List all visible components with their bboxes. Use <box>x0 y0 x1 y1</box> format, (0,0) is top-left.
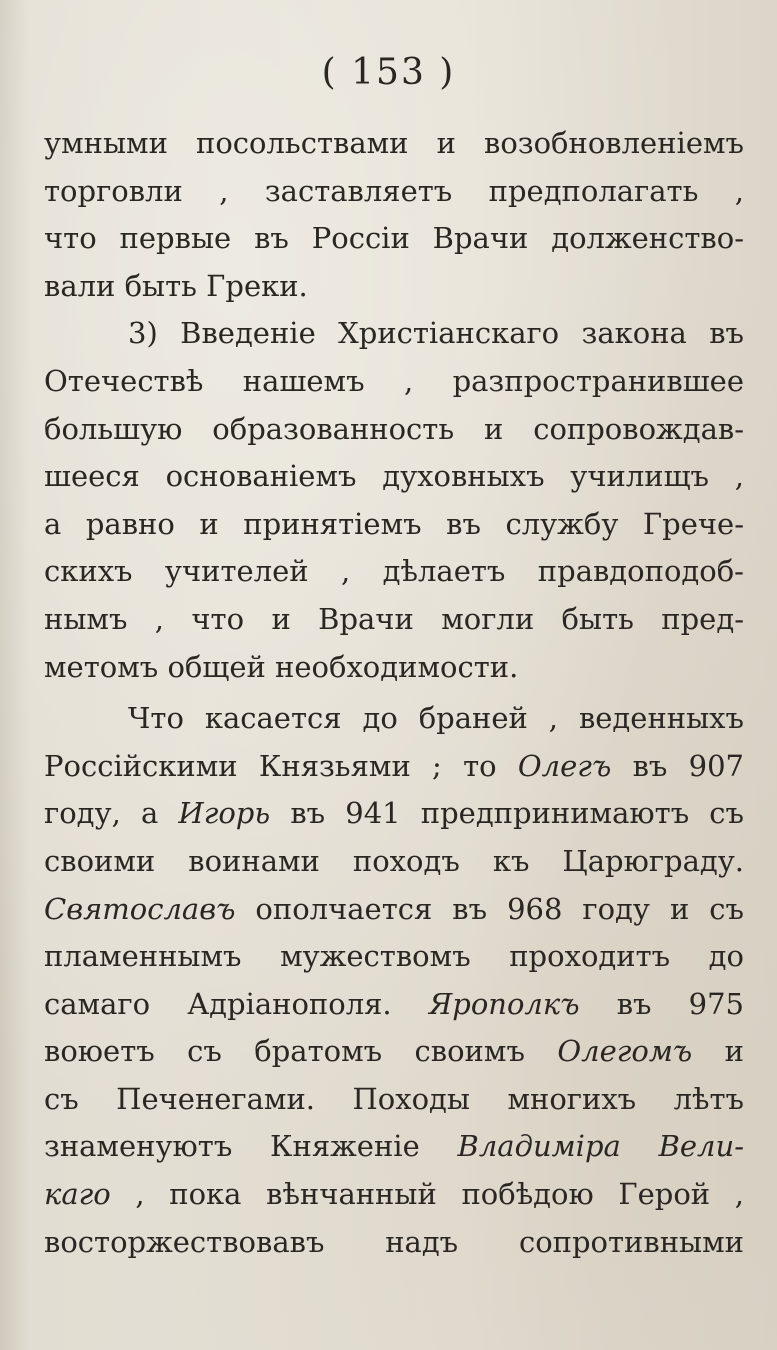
text-line: нымъ , что и Врачи могли быть пред- <box>44 601 744 636</box>
text-line: умными посольствами и возобновленіемъ <box>44 126 744 160</box>
text-line: метомъ общей необходимости. <box>44 649 519 684</box>
text-line: вали быть Греки. <box>44 268 308 303</box>
body-text <box>44 120 744 1266</box>
text-line: своими воинами походъ къ Царюграду. <box>44 843 744 878</box>
text-line: знаменуютъ Княженіе Владиміра Вели- <box>44 1129 744 1164</box>
text-line: пламеннымъ мужествомъ проходитъ до <box>44 939 744 974</box>
text-line: большую образованность и сопровождав- <box>44 411 744 446</box>
text-line: Отечествѣ нашемъ , разпространившее <box>44 363 744 398</box>
text-line: самаго Адріанополя. Ярополкъ въ 975 <box>44 986 744 1021</box>
text-line: торговли , заставляетъ предполагать , <box>44 173 744 208</box>
text-line: шееся основаніемъ духовныхъ училищъ , <box>44 459 744 494</box>
text-line: воюетъ съ братомъ своимъ Олегомъ и <box>44 1034 744 1069</box>
paragraph-start-line: 3) Введеніе Христіанскаго закона въ <box>128 316 744 351</box>
text-line: что первые въ Россіи Врачи долженство- <box>44 221 744 256</box>
paragraph-start-line: Что касается до браней , веденныхъ <box>128 701 744 736</box>
text-line: Россійскими Князьями ; то Олегъ въ 907 <box>44 748 744 783</box>
text-line: а равно и принятіемъ въ службу Грече- <box>44 506 744 541</box>
text-line: скихъ учителей , дѣлаетъ правдоподоб- <box>44 554 744 589</box>
text-line: съ Печенегами. Походы многихъ лѣтъ <box>44 1081 744 1116</box>
text-line: восторжествовавъ надъ сопротивными <box>44 1224 744 1259</box>
text-line: Святославъ ополчается въ 968 году и съ <box>44 891 744 926</box>
page-number: ( 153 ) <box>321 52 456 93</box>
text-line: каго , пока вѣнчанный побѣдою Герой , <box>44 1177 744 1212</box>
text-line: году, а Игорь въ 941 предпринимаютъ съ <box>44 796 744 831</box>
